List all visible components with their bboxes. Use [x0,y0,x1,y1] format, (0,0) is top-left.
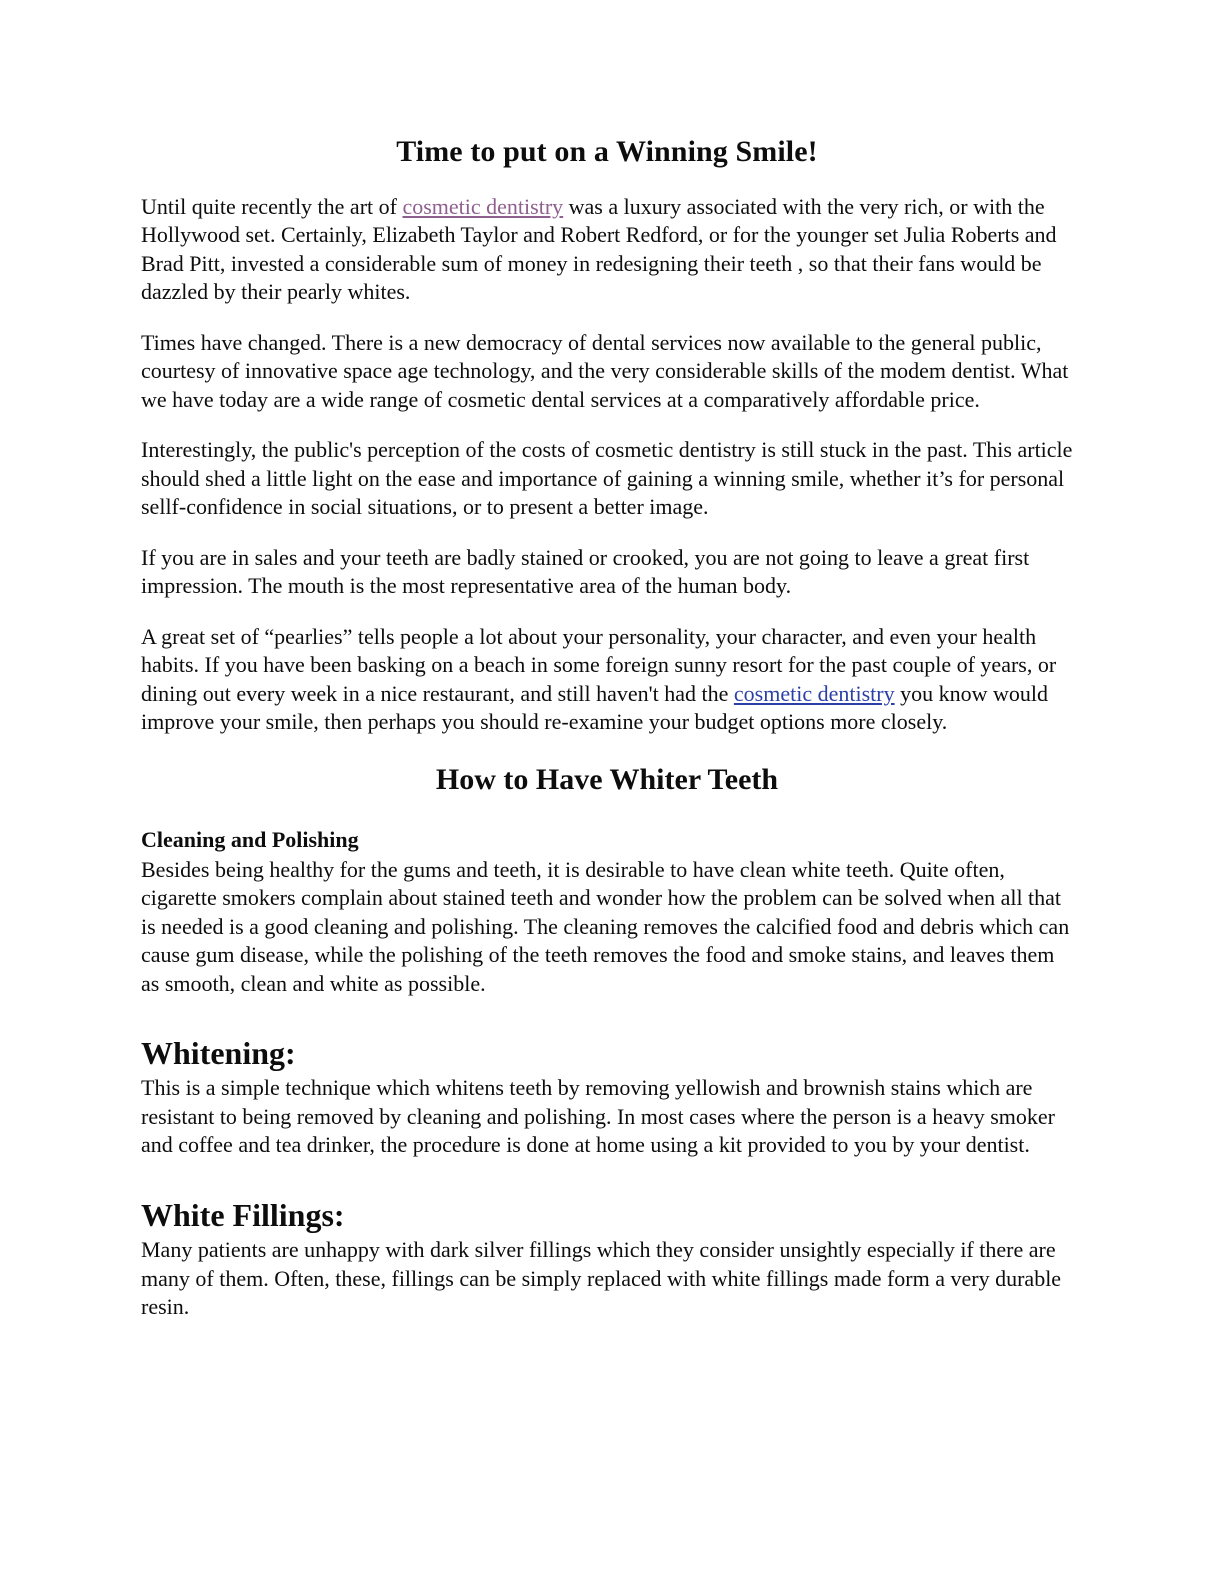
whitening-body: This is a simple technique which whitens teeth by removing yellowish and brownish stains which are resistant to being removed by cleaning and polishing. In most cases where the person is a heavy smoker and coffee and tea drinker, the procedure is done at home using a kit provided to you by your dentist. [141,1075,1055,1158]
heading-whitening: Whitening: [141,1035,296,1072]
intro-paragraph-1 [141,193,1073,307]
intro-paragraph-2: Times have changed. There is a new democracy of dental services now available to the general public, courtesy of innovative space age technology, and the very considerable skills of the modem dentist. What we have today are a wide range of cosmetic dental services at a comparatively affordable price. [141,329,1069,412]
intro-p1-text-before-link: Until quite recently the art of [141,193,403,219]
page-title: Time to put on a Winning Smile! [396,135,818,168]
white-fillings-body: Many patients are unhappy with dark silver fillings which they consider unsightly especially if there are many of them. Often, these, fillings can be simply replaced with white fillings made form a very durable resin. [141,1237,1062,1320]
intro-p1-text-after-link: was a luxury associated with the very rich, or with the Hollywood set. Certainly, Elizabeth Taylor and Robert Redford, or for the younger set Julia Roberts and Brad Pitt, invested a considerable sum of money in redesigning their teeth , so that their fans would be dazzled by their pearly whites. [141,193,1057,304]
intro-p5-text-before-link: A great set of “pearlies” tells people a lot about your personality, your character, and even your health habits. If you have been basking on a beach in some foreign sunny resort for the past couple of years, or dining out every week in a nice restaurant, and still haven't had the [141,623,1057,706]
cleaning-and-polishing-body: Besides being healthy for the gums and teeth, it is desirable to have clean white teeth. Quite often, cigarette smokers complain about stained teeth and wonder how the problem can be solved when all that is needed is a good cleaning and polishing. The cleaning removes the calcified food and debris which can cause gum disease, while the polishing of the teeth removes the food and smoke stains, and leaves them as smooth, clean and white as possible. [141,856,1070,996]
section-heading-whiter-teeth: How to Have Whiter Teeth [435,762,779,796]
intro-paragraph-4: If you are in sales and your teeth are badly stained or crooked, you are not going to leave a great first impression. The mouth is the most representative area of the human body. [141,544,1030,598]
heading-white-fillings: White Fillings: [141,1196,345,1233]
intro-paragraph-3: Interestingly, the public's perception of the costs of cosmetic dentistry is still stuck in the past. This article should shed a little light on the ease and importance of gaining a winning smile, whether it’s for personal sellf-confidence in social situations, or to present a better image. [141,437,1073,519]
cosmetic-dentistry-link-2[interactable]: cosmetic dentistry [733,680,895,706]
intro-p5-text-after-link: you know would improve your smile, then perhaps you should re-examine your budget options more closely. [141,680,1048,734]
subheading-cleaning-and-polishing: Cleaning and Polishing [141,827,359,852]
document-content [141,133,1073,1322]
cosmetic-dentistry-link-1[interactable]: cosmetic dentistry [402,193,564,219]
intro-paragraph-5 [141,623,1073,737]
